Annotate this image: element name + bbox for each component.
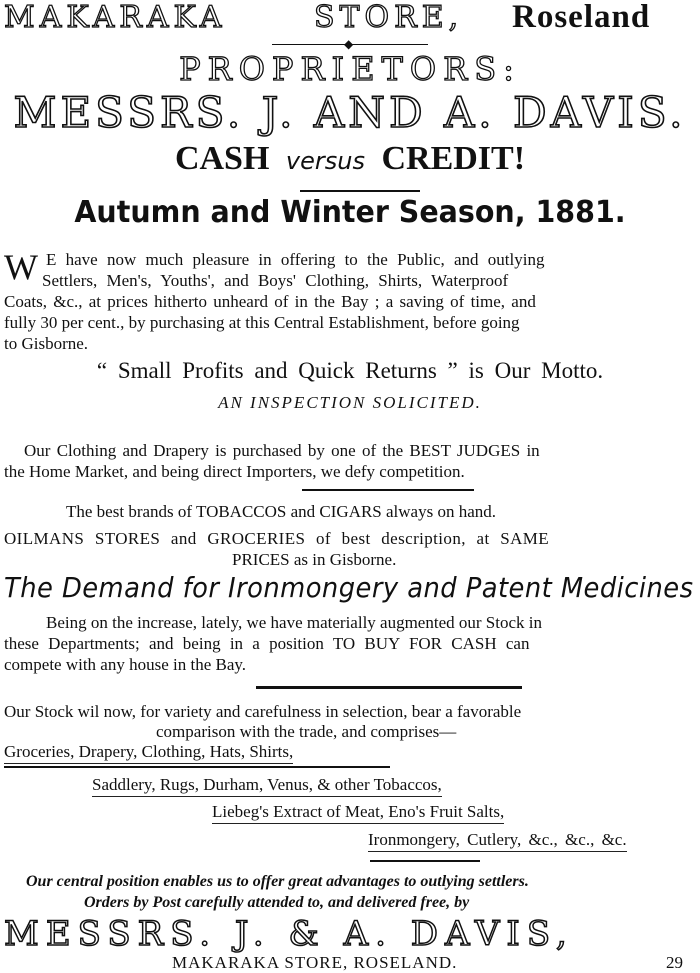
tobacco-line: The best brands of TOBACCOS and CIGARS always on hand. <box>66 502 497 521</box>
store-label: STORE, <box>314 0 464 35</box>
motto: “ Small Profits and Quick Returns ” is Our Motto. <box>96 358 604 383</box>
goods-item-liebegs: Liebeg's Extract of Meat, Eno's Fruit Salts, <box>212 802 504 824</box>
credit-word: CREDIT! <box>381 140 526 177</box>
drop-cap: W <box>4 247 38 287</box>
divider-1 <box>302 489 474 491</box>
demand-heading: The Demand for Ironmongery and Patent Medicines <box>4 571 694 604</box>
goods-item-saddlery: Saddlery, Rugs, Durham, Venus, & other Tobaccos, <box>92 775 442 797</box>
intro-line-1: E have now much pleasure in offering to the Public, and outlying <box>46 250 545 269</box>
inspection-line: AN INSPECTION SOLICITED. <box>218 393 482 412</box>
page-number: 29 <box>666 953 683 972</box>
stock-line-2: comparison with the trade, and comprises— <box>156 722 457 741</box>
goods-rule-1 <box>4 766 390 768</box>
clothing-line-1: Our Clothing and Drapery is purchased by one of the BEST JUDGES in <box>24 441 540 460</box>
demand-line-2: these Departments; and being in a position TO BUY FOR CASH can <box>4 634 530 653</box>
closing-line-1: Our central position enables us to offer great advantages to outlying settlers. <box>26 873 529 890</box>
stock-line-1: Our Stock wil now, for variety and carefulness in selection, bear a favorable <box>4 702 522 721</box>
intro-line-2: Settlers, Men's, Youths', and Boys' Clothing, Shirts, Waterproof <box>42 271 509 290</box>
cash-word: CASH <box>174 140 270 177</box>
clothing-line-2: the Home Market, and being direct Importers, we defy competition. <box>4 462 465 481</box>
diamond-ornament: ◆ <box>344 37 354 51</box>
season-heading: Autumn and Winter Season, 1881. <box>74 195 626 230</box>
owners-heading: MESSRS. J. AND A. DAVIS. <box>13 88 687 137</box>
cash-credit-slogan <box>0 140 700 178</box>
store-address: MAKARAKA STORE, ROSELAND. <box>172 953 458 972</box>
intro-line-4: fully 30 per cent., by purchasing at this Central Establishment, before going <box>4 313 520 332</box>
slogan-rule <box>300 190 420 192</box>
goods-item-ironmongery: Ironmongery, Cutlery, &c., &c., &c. <box>368 830 627 852</box>
goods-item-groceries: Groceries, Drapery, Clothing, Hats, Shirts, <box>4 742 293 764</box>
demand-line-3: compete with any house in the Bay. <box>4 655 247 674</box>
closing-line-2: Orders by Post carefully attended to, and delivered free, by <box>84 894 470 911</box>
demand-line-1: Being on the increase, lately, we have materially augmented our Stock in <box>46 613 542 632</box>
oilmans-line-1: OILMANS STORES and GROCERIES of best description, at SAME <box>4 529 550 548</box>
oilmans-line-2: PRICES as in Gisborne. <box>232 550 397 569</box>
store-name: MAKARAKA <box>4 0 227 35</box>
intro-line-5: to Gisborne. <box>4 334 89 353</box>
divider-3 <box>370 860 480 862</box>
intro-line-3: Coats, &c., at prices hitherto unheard of in the Bay ; a saving of time, and <box>4 292 536 311</box>
versus-word: versus <box>285 147 365 175</box>
signature: MESSRS. J. & A. DAVIS, <box>4 914 574 954</box>
divider-2 <box>256 686 522 689</box>
store-location: Roseland <box>512 0 651 35</box>
proprietors-heading: PROPRIETORS: <box>179 50 521 88</box>
